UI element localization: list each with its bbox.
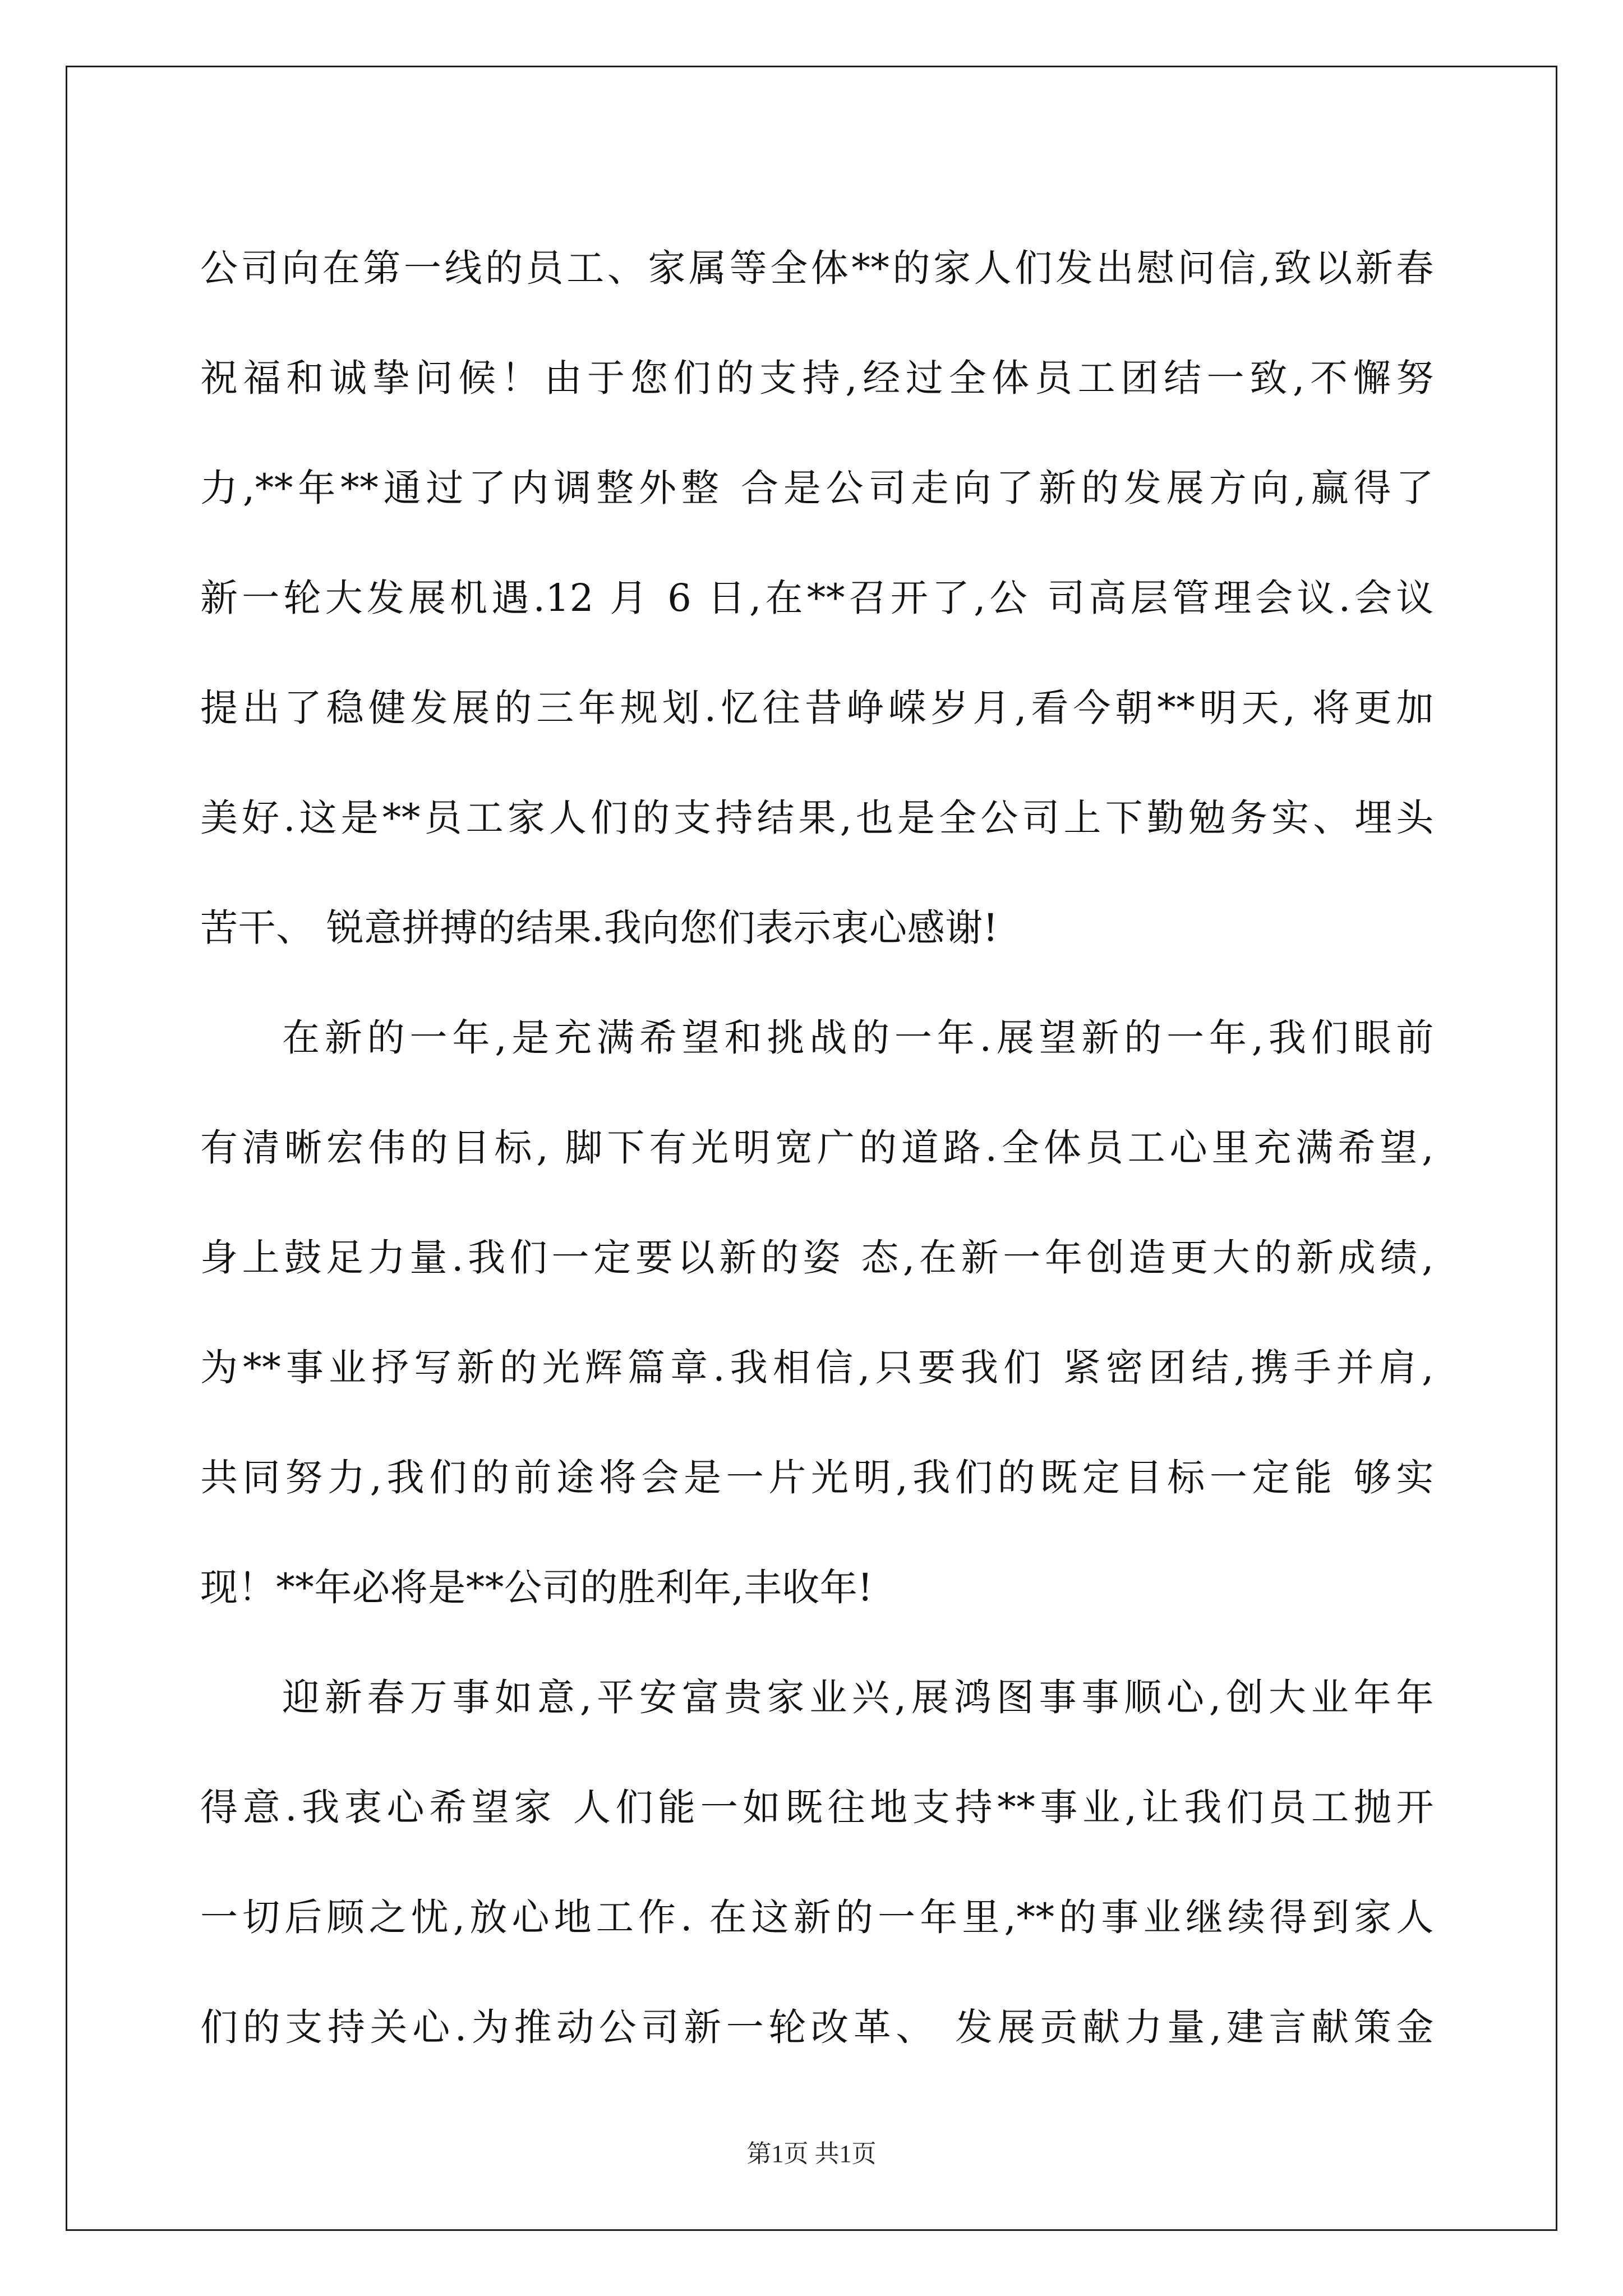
text-line: 苦干、 锐意拼搏的结果.我向您们表示衷心感谢! <box>200 906 999 950</box>
paragraph-2 <box>200 983 1434 1642</box>
text-line: 有清晰宏伟的目标, 脚下有光明宽广的道路.全体员工心里充满希望, <box>200 1126 1434 1170</box>
text-line: 提出了稳健发展的三年规划.忆往昔峥嵘岁月,看今朝**明天, 将更加 <box>200 686 1434 730</box>
document-body <box>200 213 1434 2082</box>
page-number-footer: 第1页 共1页 <box>746 2140 877 2168</box>
text-line: 新一轮大发展机遇.12 月 6 日,在**召开了,公 司高层管理会议.会议 <box>200 576 1434 620</box>
text-line: 力,**年**通过了内调整外整 合是公司走向了新的发展方向,赢得了 <box>200 466 1434 510</box>
text-line: 们的支持关心.为推动公司新一轮改革、 发展贡献力量,建言献策金 <box>200 2005 1434 2049</box>
text-line: 得意.我衷心希望家 人们能一如既往地支持**事业,让我们员工抛开 <box>200 1786 1434 1829</box>
text-line: 共同努力,我们的前途将会是一片光明,我们的既定目标一定能 够实 <box>200 1456 1434 1499</box>
paragraph-3 <box>200 1642 1434 2082</box>
text-line: 迎新春万事如意,平安富贵家业兴,展鸿图事事顺心,创大业年年 <box>282 1676 1434 1719</box>
text-line: 为**事业抒写新的光辉篇章.我相信,只要我们 紧密团结,携手并肩, <box>200 1346 1434 1389</box>
text-line: 身上鼓足力量.我们一定要以新的姿 态,在新一年创造更大的新成绩, <box>200 1236 1434 1280</box>
text-line: 现！**年必将是**公司的胜利年,丰收年! <box>200 1566 873 1609</box>
text-line: 一切后顾之忧,放心地工作. 在这新的一年里,**的事业继续得到家人 <box>200 1895 1434 1939</box>
text-line: 在新的一年,是充满希望和挑战的一年.展望新的一年,我们眼前 <box>282 1016 1434 1060</box>
text-line: 公司向在第一线的员工、家属等全体**的家人们发出慰问信,致以新春 <box>200 246 1434 290</box>
text-line: 祝福和诚挚问候！由于您们的支持,经过全体员工团结一致,不懈努 <box>200 356 1434 400</box>
text-line: 美好.这是**员工家人们的支持结果,也是全公司上下勤勉务实、埋头 <box>200 796 1434 840</box>
paragraph-1 <box>200 213 1434 983</box>
